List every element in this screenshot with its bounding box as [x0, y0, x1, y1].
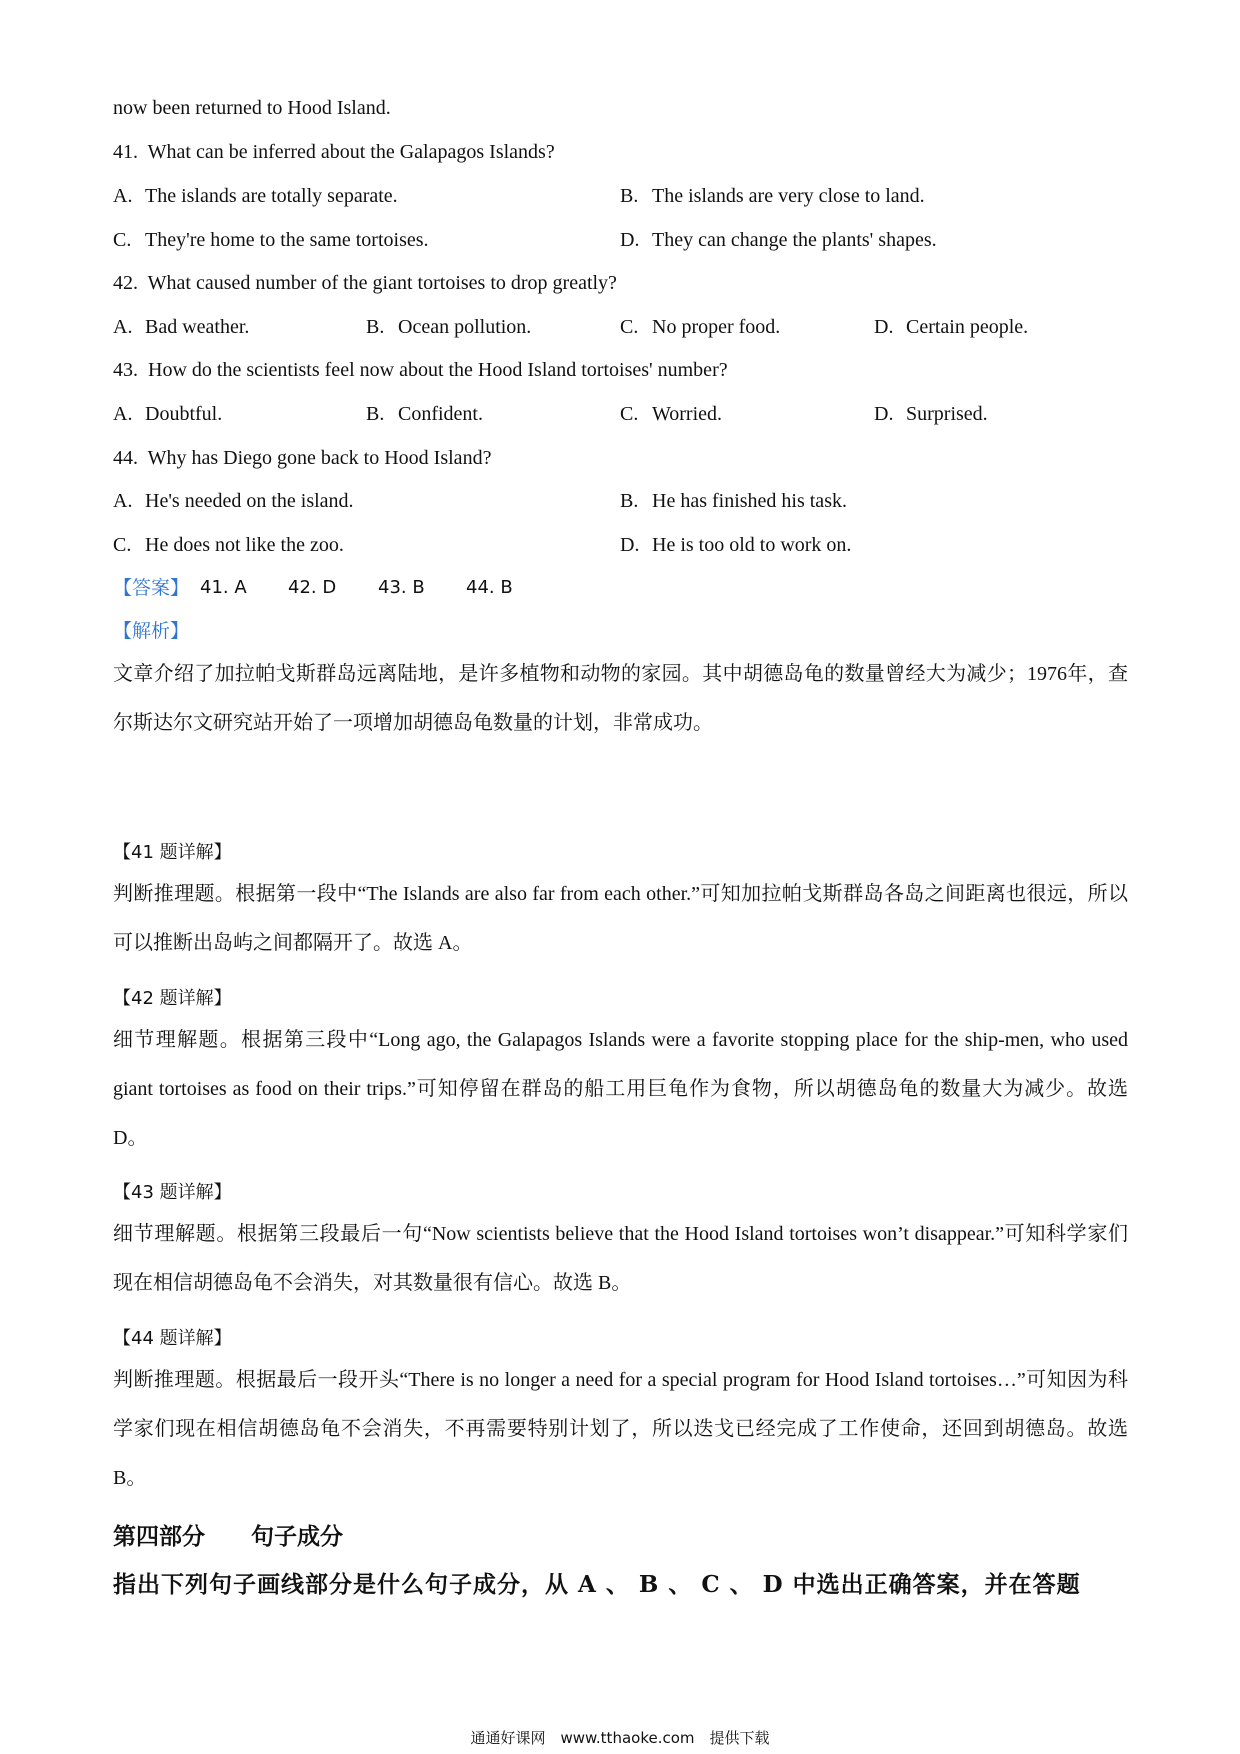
option-text: They're home to the same tortoises. [145, 229, 429, 251]
option-text: The islands are very close to land. [652, 185, 925, 207]
option-44-d [620, 533, 851, 557]
option-letter: B. [620, 490, 639, 512]
option-text: He is too old to work on. [652, 534, 852, 556]
option-letter: C. [620, 403, 639, 425]
option-43-a [113, 402, 222, 426]
option-letter: D. [620, 229, 640, 251]
option-43-c [620, 402, 722, 426]
option-letter: B. [620, 185, 639, 207]
option-text: They can change the plants' shapes. [652, 229, 937, 251]
section-title: 第四部分 句子成分 [113, 1523, 343, 1550]
answer-label: 【答案】 [113, 577, 190, 599]
option-letter: C. [113, 534, 132, 556]
option-42-b [366, 315, 531, 339]
option-42-d [874, 315, 1028, 339]
question-number: 43. [113, 359, 138, 381]
option-41-b [620, 184, 925, 208]
option-text: The islands are totally separate. [145, 185, 398, 207]
question-44 [113, 446, 491, 470]
detail-title-42: 【42 题详解】 [113, 988, 232, 1009]
question-number: 41. [113, 141, 138, 163]
question-number: 42. [113, 272, 138, 294]
option-44-b [620, 489, 847, 513]
detail-text-42: 细节理解题。根据第三段中“Long ago, the Galapagos Islands were a favorite stopping place for the ship-men, who used giant tortoises as food on their trips.”可知停留在群岛的船工用巨龟作为食物，所以胡德岛龟的数量大为减少。故选 D。 [113, 1029, 1128, 1149]
detail-text-44: 判断推理题。根据最后一段开头“There is no longer a need for a special program for Hood Island tortoises…”可知因为科学家们现在相信胡德岛龟不会消失，不再需要特别计划了，所以迭戈已经完成了工作使命，还回到胡德岛。故选 B。 [113, 1369, 1128, 1489]
option-text: Worried. [652, 403, 723, 425]
option-letter: A. [113, 403, 133, 425]
detail-title-43: 【43 题详解】 [113, 1182, 232, 1203]
option-letter: A. [113, 490, 133, 512]
option-letter: D. [874, 403, 894, 425]
option-44-a [113, 489, 354, 513]
option-text: He does not like the zoo. [145, 534, 344, 556]
option-letter: B. [366, 316, 385, 338]
detail-text-43: 细节理解题。根据第三段最后一句“Now scientists believe that the Hood Island tortoises won’t disappear.”可知科学家们现在相信胡德岛龟不会消失，对其数量很有信心。故选 B。 [113, 1223, 1128, 1294]
option-letter: C. [113, 229, 132, 251]
question-text: What caused number of the giant tortoises to drop greatly? [147, 272, 617, 294]
answer-item: 43. B [378, 577, 425, 598]
answer-key [113, 576, 189, 600]
option-44-c [113, 533, 344, 557]
option-text: He's needed on the island. [145, 490, 354, 512]
option-letter: A. [113, 185, 133, 207]
answer-item: 42. D [288, 577, 337, 598]
option-41-a [113, 184, 398, 208]
question-text: Why has Diego gone back to Hood Island? [147, 447, 492, 469]
question-number: 44. [113, 447, 138, 469]
section-instruction: 指出下列句子画线部分是什么句子成分，从 A 、 B 、 C 、 D 中选出正确答案，并在答题 [113, 1571, 1081, 1598]
question-text: How do the scientists feel now about the Hood Island tortoises' number? [148, 359, 728, 381]
page-footer: 通通好课网 www.tthaoke.com 提供下载 [470, 1729, 770, 1747]
question-43 [113, 358, 728, 382]
answer-item: 41. A [200, 577, 247, 598]
question-41 [113, 140, 555, 164]
option-43-b [366, 402, 483, 426]
intro-line: now been returned to Hood Island. [113, 97, 391, 119]
option-text: Ocean pollution. [398, 316, 532, 338]
analysis-heading [113, 619, 189, 643]
analysis-summary: 文章介绍了加拉帕戈斯群岛远离陆地，是许多植物和动物的家园。其中胡德岛龟的数量曾经大为减少；1976年，查尔斯达尔文研究站开始了一项增加胡德岛龟数量的计划，非常成功。 [113, 663, 1128, 734]
option-text: Confident. [398, 403, 483, 425]
option-text: Certain people. [906, 316, 1029, 338]
detail-title-41: 【41 题详解】 [113, 842, 232, 863]
detail-title-44: 【44 题详解】 [113, 1328, 232, 1349]
option-letter: A. [113, 316, 133, 338]
option-letter: B. [366, 403, 385, 425]
option-letter: D. [620, 534, 640, 556]
option-42-c [620, 315, 780, 339]
question-text: What can be inferred about the Galapagos Islands? [147, 141, 555, 163]
option-text: He has finished his task. [652, 490, 847, 512]
option-letter: D. [874, 316, 894, 338]
option-41-c [113, 228, 429, 252]
option-text: Doubtful. [145, 403, 223, 425]
answer-item: 44. B [466, 577, 513, 598]
option-text: Bad weather. [145, 316, 250, 338]
option-letter: C. [620, 316, 639, 338]
option-43-d [874, 402, 988, 426]
analysis-label: 【解析】 [113, 620, 190, 642]
detail-text-41: 判断推理题。根据第一段中“The Islands are also far from each other.”可知加拉帕戈斯群岛各岛之间距离也很远，所以可以推断出岛屿之间都隔开了。故选 A。 [113, 883, 1128, 954]
option-41-d [620, 228, 937, 252]
option-42-a [113, 315, 249, 339]
option-text: Surprised. [906, 403, 988, 425]
question-42 [113, 271, 617, 295]
option-text: No proper food. [652, 316, 781, 338]
